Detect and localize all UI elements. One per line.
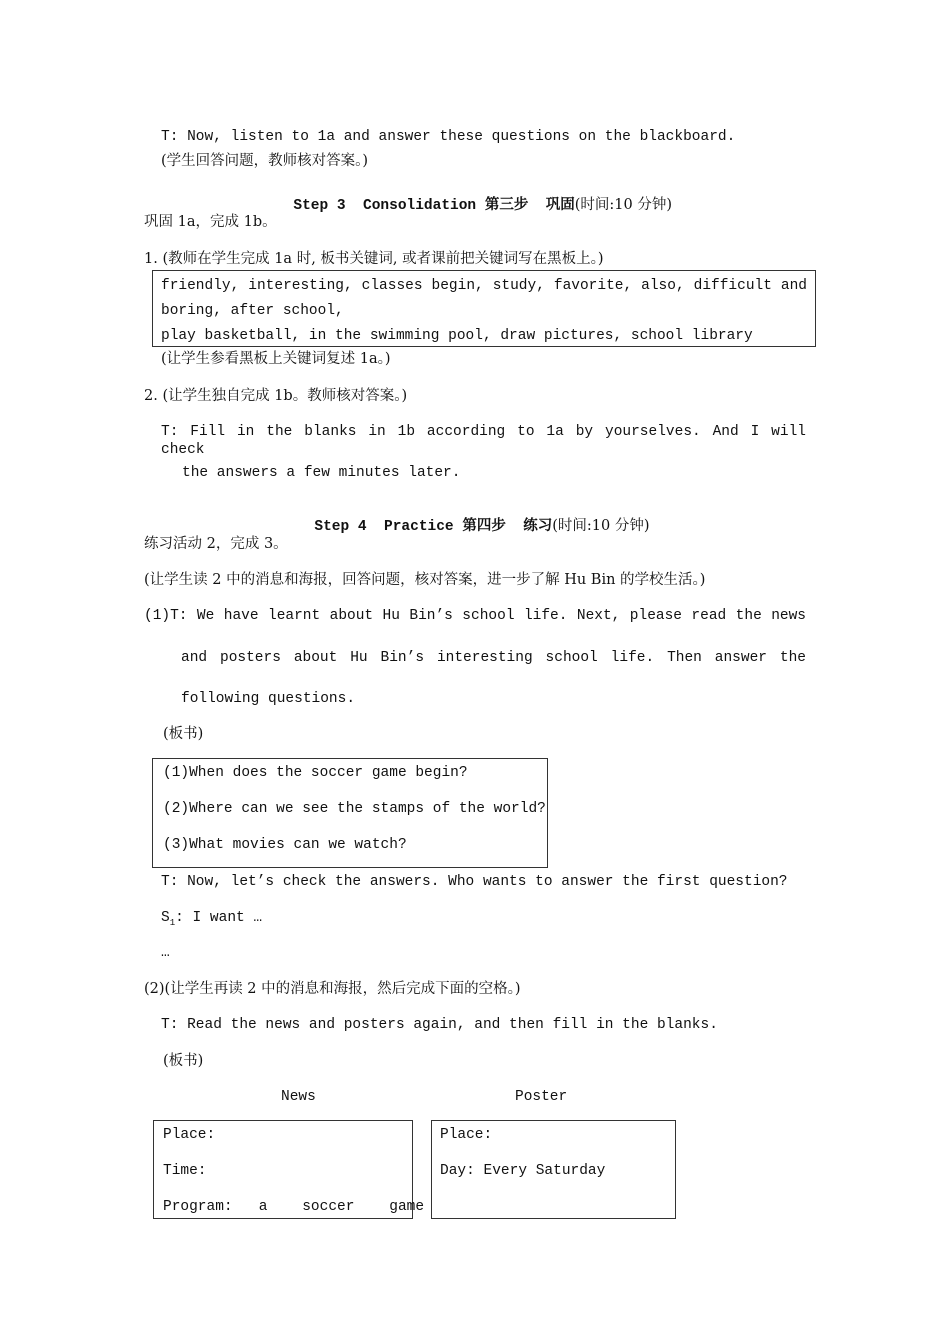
reread-note: (2)(让学生再读 2 中的消息和海报，然后完成下面的空格。) [144,981,521,997]
student-subscript: 1 [169,917,176,928]
step4-heading [297,499,650,536]
student-reply-text: : I want … [175,910,263,926]
news-time: Time: [163,1163,207,1179]
question-3: (3)What movies can we watch? [163,837,407,853]
teacher-line-reread: T: Read the news and posters again, and then fill in the blanks. [161,1017,718,1033]
keywords-line-3: play basketball, in the swimming pool, draw pictures, school library [161,328,753,344]
news-place: Place: [163,1127,216,1143]
teacher-line-check: T: Now, let’s check the answers. Who wants to answer the first question? [161,874,788,890]
teacher-line-fill-cont: the answers a few minutes later. [182,465,461,481]
poster-day: Day: Every Saturday [440,1163,606,1179]
poster-box [431,1120,676,1219]
blackboard-label-1: (板书) [163,726,204,742]
teacher-line-news-1: (1)T: We have learnt about Hu Bin’s school life. Next, please read the news [144,608,806,624]
note-answer-check: (学生回答问题，教师核对答案。) [161,153,369,169]
consolidate-instruction: 巩固 1a，完成 1b。 [144,214,277,230]
step3-heading [276,178,672,215]
teacher-line-fill: T: Fill in the blanks in 1b according to 1a by yourselves. And I will check [161,424,806,458]
keywords-line-1: friendly, interesting, classes begin, study, favorite, also, difficult and [161,278,807,294]
step3-title: Step 3 Consolidation 第三步 巩固 [293,198,575,214]
teacher-line-listen: T: Now, listen to 1a and answer these questions on the blackboard. [161,129,736,145]
teacher-line-news-2: and posters about Hu Bin’s interesting school life. Then answer the [181,650,806,666]
student-label: S [161,910,170,926]
keywords-line-2: boring, after school, [161,303,344,319]
step4-time: (时间:10 分钟) [552,518,650,534]
practice-instruction: 练习活动 2，完成 3。 [144,536,288,552]
keywords-box [152,270,816,347]
teacher-line-news-3: following questions. [181,691,356,707]
blackboard-label-2: (板书) [163,1053,204,1069]
poster-title: Poster [515,1089,568,1105]
reading-note: (让学生读 2 中的消息和海报，回答问题，核对答案，进一步了解 Hu Bin 的学校生活。) [144,572,706,588]
news-box [153,1120,425,1219]
student-reply [161,909,262,932]
questions-box [152,758,548,868]
news-title: News [281,1089,316,1105]
step3-time: (时间:10 分钟) [574,197,673,213]
retell-note: (让学生参看黑板上关键词复述 1a。) [161,351,391,367]
question-1: (1)When does the soccer game begin? [163,765,468,781]
item2-instruction: 2. (让学生独自完成 1b。教师核对答案。) [144,388,408,404]
item1-instruction: 1. (教师在学生完成 1a 时, 板书关键词, 或者课前把关键词写在黑板上。) [144,251,604,267]
poster-place: Place: [440,1127,493,1143]
ellipsis-line: … [161,945,170,961]
news-program: Program: a soccer game [163,1199,425,1215]
step4-title: Step 4 Practice 第四步 练习 [314,519,553,535]
question-2: (2)Where can we see the stamps of the world? [163,801,546,817]
